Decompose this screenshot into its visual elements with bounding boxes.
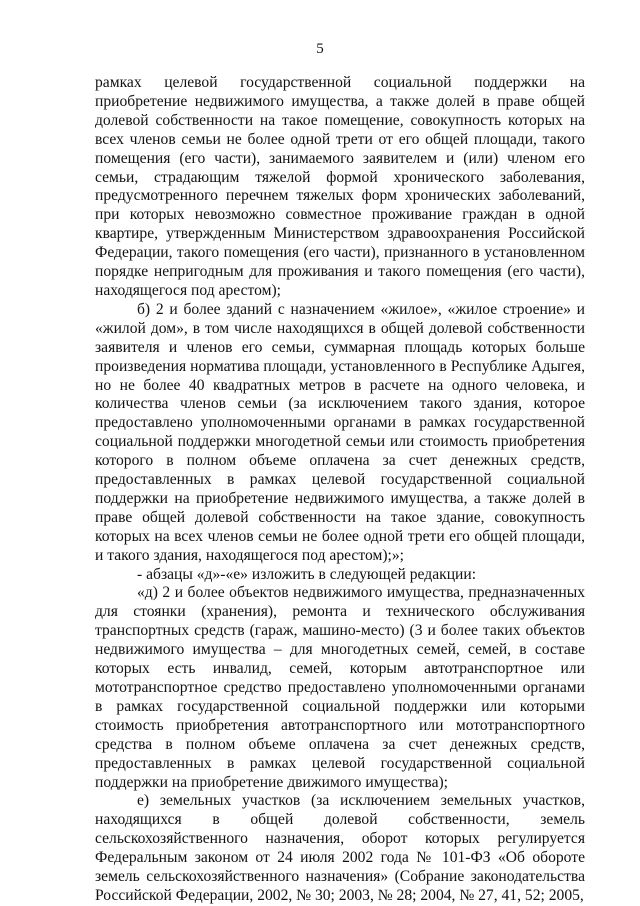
- page-number: 5: [316, 41, 324, 57]
- paragraph-instruction: - абзацы «д»-«е» изложить в следующей редакции:: [137, 565, 477, 583]
- paragraph-b: б) 2 и более зданий с назначением «жилое», «жилое строение» и «жилой дом», в том числе находящихся в общей долевой собственности заявителя и членов его семьи, суммарная площадь которых больше произведения норматива площади, установленного в Республике Адыгея, но не более 40 квадратных метров в расчете на одного человека, и количества членов семьи (за исключением такого здания, которое предоставлено уполномоченными органами в рамках государственной социальной поддержки многодетной семьи или стоимость приобретения которого в полном объеме оплачена за счет денежных средств, предоставленных в рамках целевой государственной социальной поддержки на приобретение недвижимого имущества, а также долей в праве общей долевой собственности на такое здание, совокупность которых на всех членов семьи не более одной трети его общей площади, и такого здания, находящегося под арестом);»;: [95, 300, 585, 564]
- paragraph-d: «д) 2 и более объектов недвижимого имущества, предназначенных для стоянки (хранения), ремонта и технического обслуживания транспортных средств (гараж, машино-место) (3 и более таких объектов недвижимого имущества – для многодетных семей, семей, в составе которых есть инвалид, семей, которым автотранспортное или мототранспортное средство предоставлено уполномоченными органами в рамках государственной социальной поддержки или которыми стоимость приобретения автотранспортного или мототранспортного средства в полном объеме оплачена за счет денежных средств, предоставленных в рамках целевой государственной социальной поддержки на приобретение движимого имущества);: [95, 584, 585, 791]
- document-body: [95, 74, 585, 906]
- paragraph-e: е) земельных участков (за исключением земельных участков, находящихся в общей долевой собственности, земель сельскохозяйственного назначения, оборот которых регулируется Федеральным законом от 24 июля 2002 года № 101-ФЗ «Об обороте земель сельскохозяйственного назначения» (Собрание законодательства Российской Федерации, 2002, № 30; 2003, № 28; 2004, № 27, 41, 52; 2005,: [95, 792, 585, 904]
- paragraph-continuation-a: рамках целевой государственной социальной поддержки на приобретение недвижимого имущества, а также долей в праве общей долевой собственности на такое помещение, совокупность которых на всех членов семьи не более одной трети от его общей площади, такого помещения (его части), занимаемого заявителем и (или) членом его семьи, страдающим тяжелой формой хронического заболевания, предусмотренного перечнем тяжелых форм хронических заболеваний, при которых невозможно совместное проживание граждан в одной квартире, утвержденным Министерством здравоохранения Российской Федерации, такого помещения (его части), признанного в установленном порядке непригодным для проживания и такого помещения (его части), находящегося под арестом);: [95, 74, 585, 299]
